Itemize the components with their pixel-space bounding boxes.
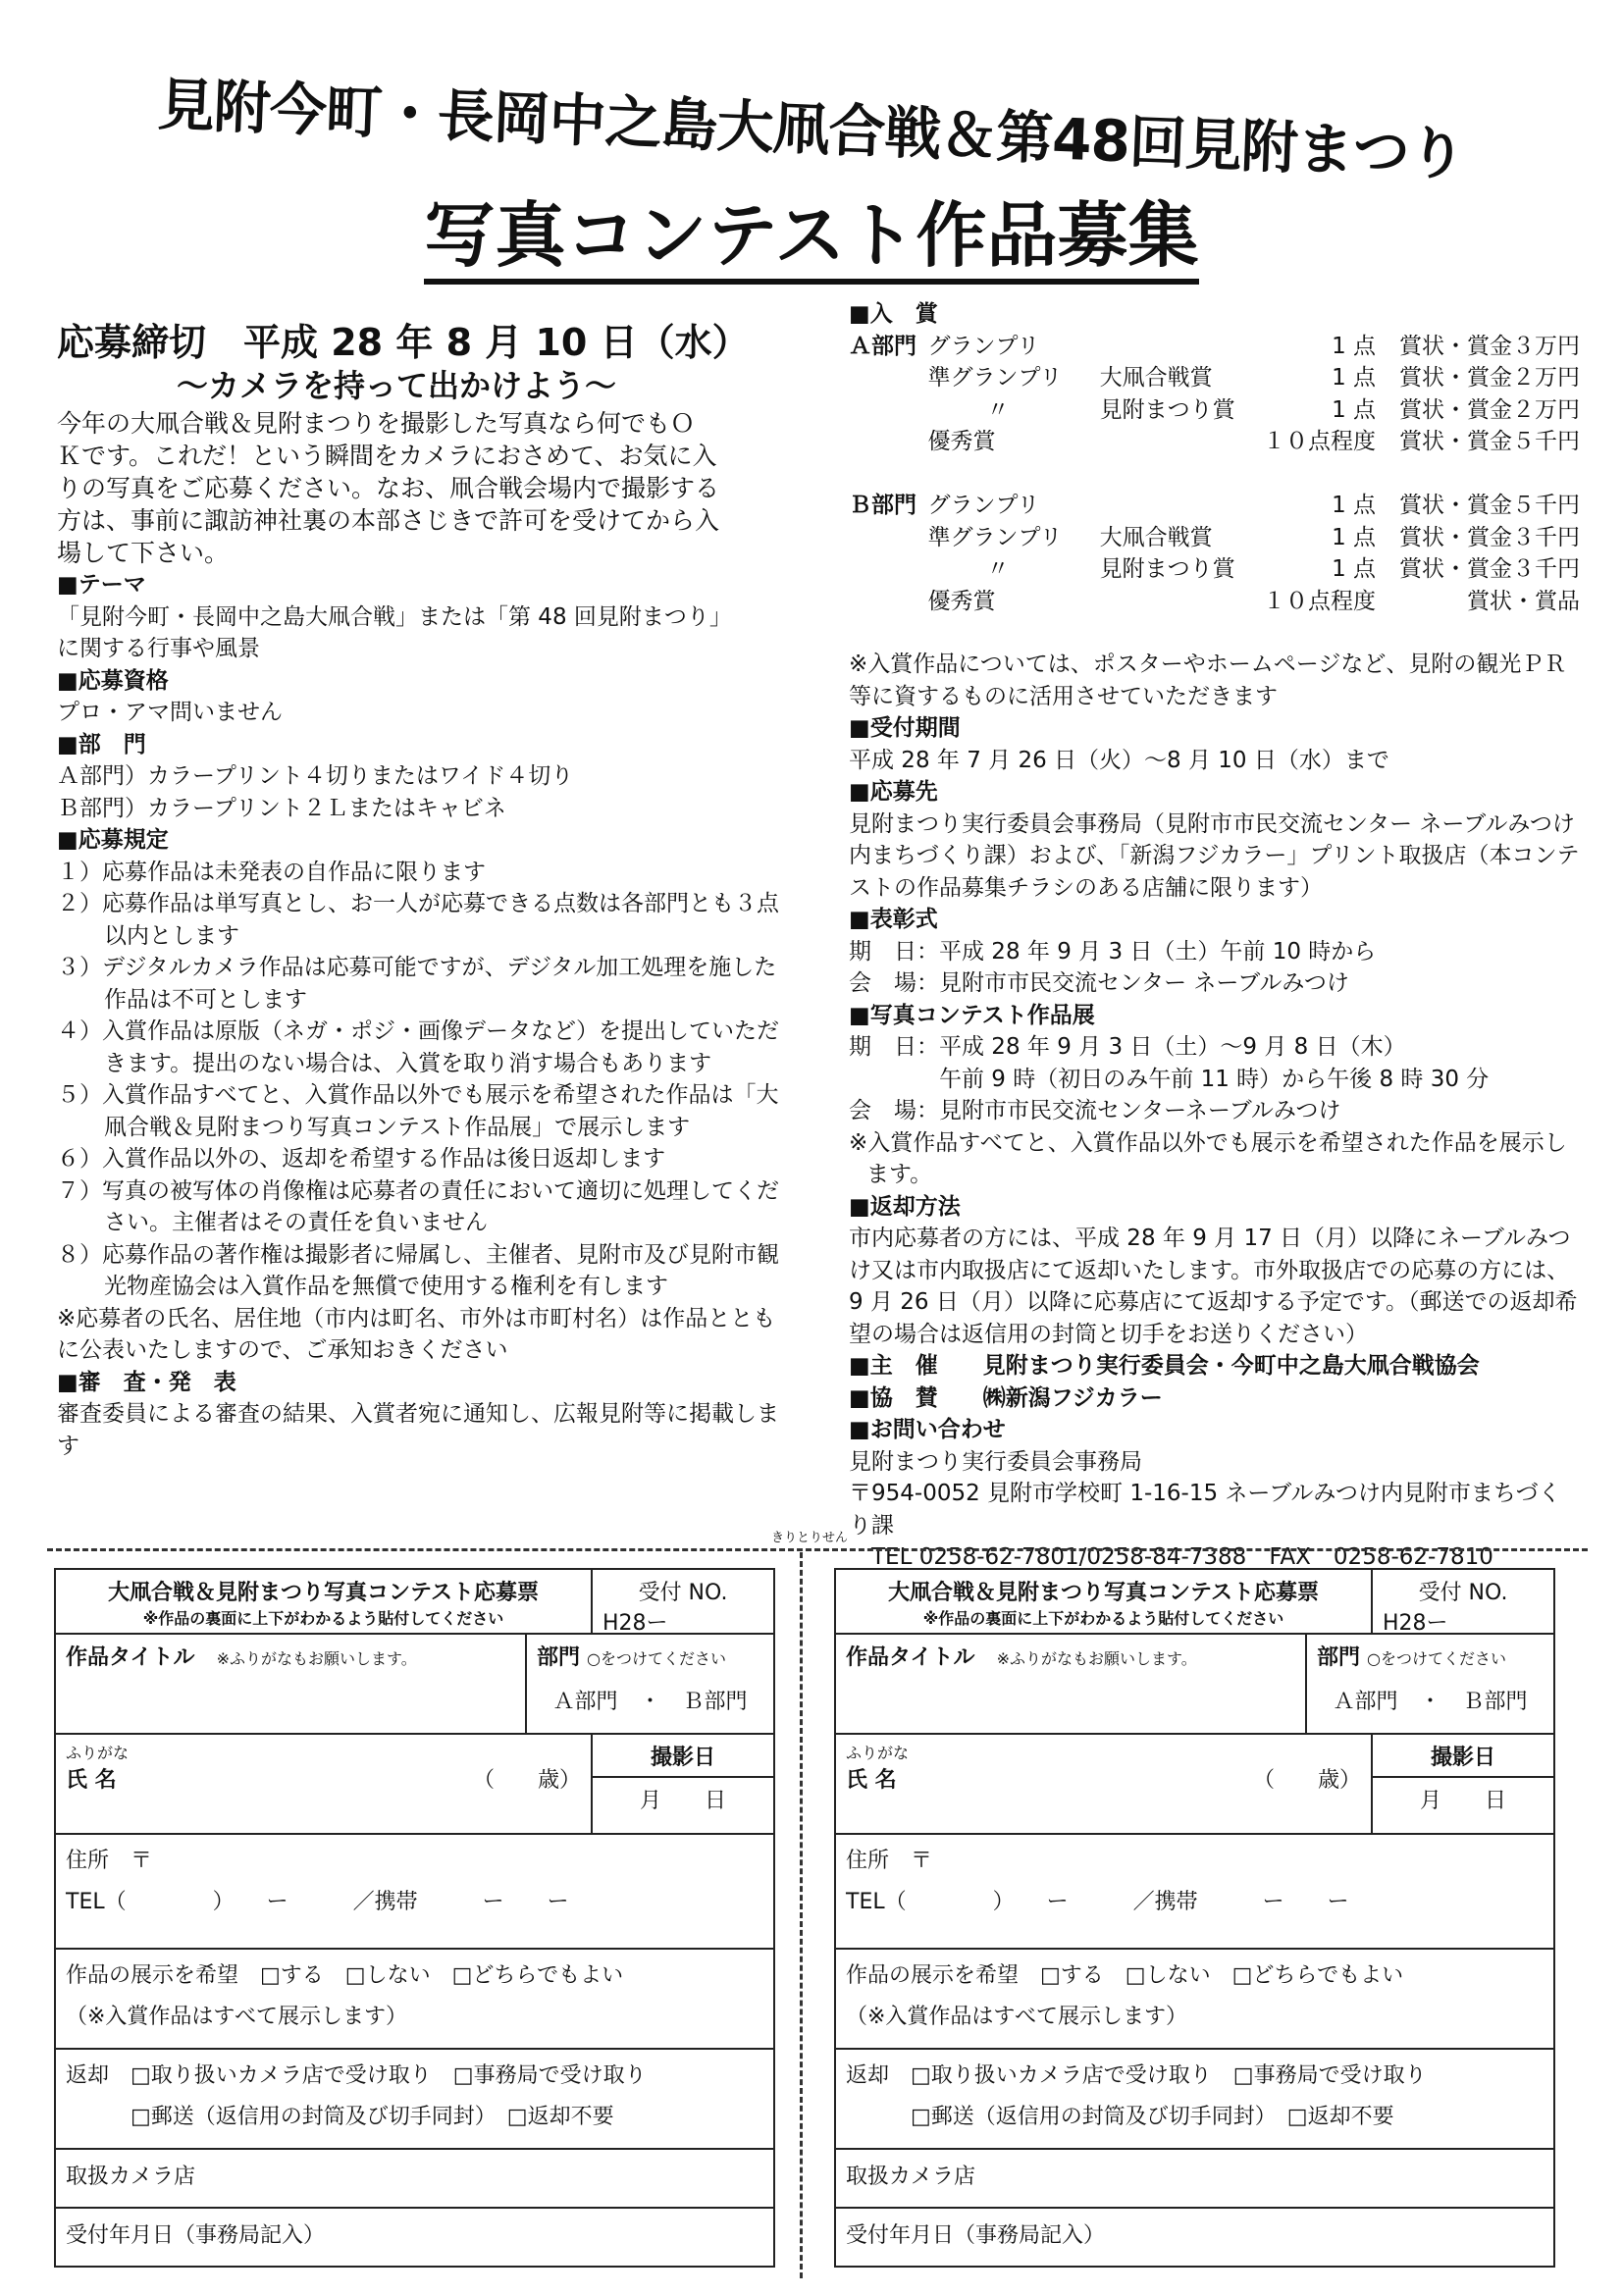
left-list [57, 569, 788, 1462]
prize-cell: 1 点 [1332, 493, 1377, 518]
section-heading: ■返却方法 [849, 1193, 961, 1220]
right-list [849, 649, 1580, 1574]
return-options-2[interactable]: □郵送（返信用の封筒及び切手同封） □返却不要 [846, 2105, 1394, 2129]
section-text: ４）入賞作品は原版（ネガ・ポジ・画像データなど）を提出していただきます。提出のない場合は、入賞を取り消す場合もあります [57, 1018, 779, 1076]
prize-cell: 1 点 [1332, 396, 1377, 423]
prize-row [849, 522, 1580, 554]
prize-row [849, 426, 1580, 458]
return-options-2[interactable]: □郵送（返信用の封筒及び切手同封） □返却不要 [66, 2105, 614, 2129]
section-text: ２）応募作品は単写真とし、お一人が応募できる点数は各部門とも３点以内とします [57, 891, 779, 949]
section-text: ３）デジタルカメラ作品は応募可能ですが、デジタル加工処理を施した作品は不可とします [57, 955, 777, 1013]
prize-cell [849, 586, 927, 618]
section-text: １）応募作品は未発表の自作品に限ります [57, 859, 486, 885]
section-heading: ■応募資格 [57, 667, 169, 694]
prize-table [849, 331, 1580, 618]
form-title: 大凧合戦＆見附まつり写真コンテスト応募票 [107, 1581, 540, 1605]
prize-row [849, 490, 1580, 522]
section-text: ６）入賞作品以外の、返却を希望する作品は後日返却します [57, 1146, 666, 1172]
prize-cell [927, 458, 1099, 491]
furigana-label: ふりがな [66, 1744, 130, 1762]
prize-cell: 準グランプリ [927, 524, 1063, 550]
deadline: 応募締切 平成 28 年 8 月 10 日（水） [57, 321, 750, 364]
prize-heading: ■入 賞 [849, 301, 938, 327]
prize-cell: 賞状・賞金２万円 [1399, 365, 1580, 391]
work-title-label: 作品タイトル [66, 1645, 195, 1670]
division-label: 部門 [537, 1645, 581, 1670]
tel-field[interactable]: TEL（ ） ー ／携帯 ー ー [846, 1890, 1349, 1914]
receipt-no-label: 受付 NO. [638, 1581, 728, 1605]
form-title-note: ※作品の裏面に上下がわかるよう貼付してください [142, 1609, 504, 1628]
prize-row [849, 458, 1580, 491]
prize-cell [1100, 331, 1254, 363]
section-text: 見附まつり実行委員会事務局（見附市市民交流センター ネーブルみつけ内まちづくり課）および、「新潟フジカラー」プリント取扱店（本コンテストの作品募集チラシのある店舗に限ります） [849, 810, 1580, 901]
section-heading: ■お問い合わせ [849, 1417, 1006, 1442]
section-text: 会 場：見附市市民交流センター ネーブルみつけ [849, 970, 1349, 996]
prize-cell: 賞状・賞品 [1467, 588, 1580, 614]
prize-cell [1376, 458, 1580, 491]
prize-cell [1100, 586, 1254, 618]
return-options-1[interactable]: 返却 □取り扱いカメラ店で受け取り □事務局で受け取り [66, 2063, 647, 2088]
division-options[interactable]: Ａ部門 ・ Ｂ部門 [1333, 1690, 1528, 1714]
section-text: ７）写真の被写体の肖像権は応募者の責任において適切に処理してください。主催者はその責任を負いません [57, 1177, 779, 1235]
event-title: 見附今町・長岡中之島大凧合戦＆第48回見附まつり [156, 71, 1466, 188]
prize-cell: Ａ部門 [849, 333, 916, 359]
section-text: 会 場：見附市市民交流センターネーブルみつけ [849, 1098, 1341, 1123]
section-heading: ■受付期間 [849, 715, 961, 741]
section-text: 平成 28 年 7 月 26 日（火）〜8 月 10 日（水）まで [849, 747, 1389, 773]
section-text: 市内応募者の方には、平成 28 年 9 月 17 日（月）以降にネーブルみつけ又は市内取扱店にて返却いたします。市外取扱店での応募の方には、9 月 26 日（月）以降に応募店にて返却する予定です。（郵送での返却希望の場合は返信用の封筒と切手をお送りください） [849, 1226, 1578, 1347]
cut-line [47, 1548, 1588, 1551]
section-text: 期 日：平成 28 年 9 月 3 日（土）〜9 月 8 日（木） [849, 1034, 1406, 1060]
receipt-date-field[interactable]: 受付年月日（事務局記入） [846, 2223, 1106, 2248]
prize-cell: 1 点 [1332, 556, 1377, 582]
prize-cell: １０点程度 [1263, 588, 1377, 614]
name-label: 氏 名 [66, 1768, 117, 1793]
section-heading: ■協 賛 ㈱新潟フジカラー [849, 1384, 1163, 1411]
prize-row [849, 553, 1580, 586]
section-text: TEL 0258-62-7801/0258-84-7388 FAX 0258-62-7810 [849, 1544, 1493, 1570]
prize-cell: Ｂ部門 [849, 493, 916, 518]
page-title [0, 179, 1623, 281]
work-title-label: 作品タイトル [846, 1645, 975, 1670]
section-heading: ■写真コンテスト作品展 [849, 1002, 1095, 1028]
intro-line: 今年の大凧合戦＆見附まつりを撮影した写真なら何でもＯ [57, 409, 696, 438]
age-label: （ 歳） [472, 1768, 581, 1793]
section-text: Ｂ部門）カラープリント２Ｌまたはキャビネ [57, 795, 506, 821]
section-text: ８）応募作品の著作権は撮影者に帰属し、主催者、見附市及び見附市観光物産協会は入賞作品を無償で使用する権利を有します [57, 1241, 779, 1299]
furigana-label: ふりがな [846, 1744, 910, 1762]
section-text: ※応募者の氏名、居住地（市内は町名、市外は市町村名）は作品とともに公表いたしますので、ご承知おきください [57, 1305, 776, 1363]
section-text: 見附まつり実行委員会事務局 [849, 1448, 1142, 1475]
cut-line-label: きりとりせん [771, 1531, 849, 1545]
section-text: 審査委員による審査の結果、入賞者宛に通知し、広報見附等に掲載します [57, 1401, 779, 1459]
age-label: （ 歳） [1252, 1768, 1361, 1793]
prize-cell: 大凧合戦賞 [1099, 365, 1213, 391]
entry-form-left [54, 1568, 775, 2268]
display-options[interactable]: 作品の展示を希望 □する □しない □どちらでもよい [66, 1963, 624, 1988]
prize-row [849, 362, 1580, 394]
prize-row [849, 331, 1580, 363]
prize-cell: 見附まつり賞 [1099, 556, 1235, 582]
intro-line: りの写真をご応募ください。なお、凧合戦会場内で撮影する [57, 474, 720, 502]
address-field[interactable]: 住所 〒 [846, 1849, 933, 1873]
prize-cell: グランプリ [927, 333, 1040, 359]
prize-cell [849, 394, 927, 427]
prize-cell [849, 426, 927, 458]
prize-cell [849, 522, 927, 554]
section-text: 「見附今町・長岡中之島大凧合戦」または「第 48 回見附まつり」 [57, 603, 732, 630]
vertical-cut-line [800, 1552, 803, 2278]
prize-cell: 賞状・賞金５千円 [1399, 429, 1580, 454]
display-options[interactable]: 作品の展示を希望 □する □しない □どちらでもよい [846, 1963, 1404, 1988]
prize-cell [849, 458, 927, 491]
prize-cell: 1 点 [1332, 524, 1377, 550]
section-heading: ■応募先 [849, 779, 938, 805]
entry-form-right [834, 1568, 1555, 2268]
page-title-text: 写真コンテスト作品募集 [424, 194, 1198, 285]
section-text: 〒954-0052 見附市学校町 1-16-15 ネーブルみつけ内見附市まちづくり課 [849, 1481, 1561, 1539]
display-note: （※入賞作品はすべて展示します） [846, 2005, 1187, 2029]
section-text: ５）入賞作品すべてと、入賞作品以外でも展示を希望された作品は「大凧合戦＆見附まつり写真コンテスト作品展」で展示します [57, 1082, 779, 1140]
section-heading: ■部 門 [57, 731, 146, 757]
prize-cell: 1 点 [1332, 333, 1377, 359]
receipt-no-prefix: H28ー [1383, 1611, 1448, 1636]
prize-cell [849, 362, 927, 394]
prize-cell: 賞状・賞金２万円 [1399, 396, 1580, 423]
intro-text [57, 407, 788, 569]
prize-cell: 賞状・賞金３千円 [1399, 524, 1580, 550]
receipt-date-field[interactable]: 受付年月日（事務局記入） [66, 2223, 326, 2248]
section-heading: ■主 催 見附まつり実行委員会・今町中之島大凧合戦協会 [849, 1353, 1480, 1379]
prize-cell: グランプリ [927, 493, 1040, 518]
division-label: 部門 [1317, 1645, 1361, 1670]
prize-cell: 見附まつり賞 [1099, 396, 1235, 423]
prize-cell: 優秀賞 [927, 429, 996, 454]
division-note: ○をつけてください [587, 1649, 726, 1668]
intro-line: Ｋです。これだ！という瞬間をカメラにおさめて、お気に入 [57, 442, 717, 470]
store-field[interactable]: 取扱カメラ店 [846, 2165, 976, 2189]
intro-line: 方は、事前に諏訪神社裏の本部さじきで許可を受けてから入 [57, 506, 720, 535]
section-text: Ａ部門）カラープリント４切りまたはワイド４切り [57, 763, 574, 789]
prize-cell: 1 点 [1332, 365, 1377, 391]
section-heading: ■審 査・発 表 [57, 1369, 236, 1395]
prize-cell: 大凧合戦賞 [1099, 524, 1213, 550]
prize-row [849, 394, 1580, 427]
store-field[interactable]: 取扱カメラ店 [66, 2165, 196, 2189]
section-heading: ■表彰式 [849, 907, 938, 932]
prize-cell: 〃 [986, 556, 1010, 582]
division-note: ○をつけてください [1367, 1649, 1506, 1668]
section-heading: ■応募規定 [57, 827, 169, 853]
prize-cell: 賞状・賞金５千円 [1399, 493, 1580, 518]
right-column [849, 298, 1580, 1574]
section-text: ※入賞作品すべてと、入賞作品以外でも展示を希望された作品を展示します。 [849, 1129, 1567, 1187]
prize-cell [1100, 426, 1254, 458]
tel-field[interactable]: TEL（ ） ー ／携帯 ー ー [66, 1890, 569, 1914]
prize-row [849, 586, 1580, 618]
shoot-date-field[interactable]: 月 日 [639, 1789, 726, 1813]
section-text: プロ・アマ問いません [57, 700, 283, 725]
work-title-note: ※ふりがなもお願いします。 [996, 1649, 1197, 1668]
address-field[interactable]: 住所 〒 [66, 1849, 153, 1873]
left-column [57, 407, 788, 1462]
shoot-date-label: 撮影日 [1373, 1735, 1553, 1778]
prize-cell [1254, 458, 1376, 491]
division-options[interactable]: Ａ部門 ・ Ｂ部門 [552, 1690, 748, 1714]
shoot-date-field[interactable]: 月 日 [1419, 1789, 1506, 1813]
prize-cell [849, 553, 927, 586]
section-heading: ■テーマ [57, 572, 146, 598]
prize-cell [1100, 490, 1254, 522]
prize-cell: 〃 [986, 396, 1010, 423]
prize-cell: 賞状・賞金３千円 [1399, 556, 1580, 582]
prize-cell: １０点程度 [1263, 429, 1377, 454]
form-title-note: ※作品の裏面に上下がわかるよう貼付してください [922, 1609, 1284, 1628]
receipt-no-prefix: H28ー [602, 1611, 668, 1636]
prize-cell: 賞状・賞金３万円 [1399, 333, 1580, 359]
return-options-1[interactable]: 返却 □取り扱いカメラ店で受け取り □事務局で受け取り [846, 2063, 1427, 2088]
shoot-date-label: 撮影日 [593, 1735, 773, 1778]
prize-cell [1100, 458, 1254, 491]
receipt-no-label: 受付 NO. [1418, 1581, 1508, 1605]
section-text: に関する行事や風景 [57, 636, 260, 661]
prize-cell: 優秀賞 [927, 588, 996, 614]
intro-line: 場して下さい。 [57, 539, 230, 567]
name-label: 氏 名 [846, 1768, 897, 1793]
section-text: 期 日：平成 28 年 9 月 3 日（土）午前 10 時から [849, 938, 1377, 965]
work-title-note: ※ふりがなもお願いします。 [216, 1649, 417, 1668]
prize-cell: 準グランプリ [927, 365, 1063, 391]
deadline-subtitle: 〜カメラを持って出かけよう〜 [177, 367, 617, 404]
form-title: 大凧合戦＆見附まつり写真コンテスト応募票 [887, 1581, 1320, 1605]
display-note: （※入賞作品はすべて展示します） [66, 2005, 407, 2029]
section-text: 午前 9 時（初日のみ午前 11 時）から午後 8 時 30 分 [849, 1066, 1490, 1092]
section-text: ※入賞作品については、ポスターやホームページなど、見附の観光ＰＲ等に資するものに活用させていただきます [849, 652, 1567, 709]
